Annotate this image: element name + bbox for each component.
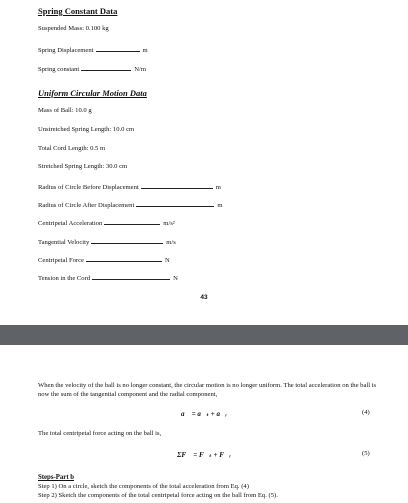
centripetal-accel-unit: m/s²	[163, 220, 175, 227]
centripetal-force-line	[38, 255, 170, 265]
spring-constant-blank[interactable]	[81, 64, 131, 71]
centripetal-force-unit: N	[164, 257, 170, 264]
centripetal-force-blank[interactable]	[86, 255, 162, 262]
tension-line	[38, 273, 178, 283]
step-1: Step 1) On a circle, sketch the components of the total acceleration from Eq. (4)	[38, 483, 249, 490]
spring-constant-heading: Spring Constant Data	[38, 6, 118, 16]
centripetal-force-label: Centripetal Force	[38, 257, 84, 264]
centripetal-accel-blank[interactable]	[104, 218, 160, 225]
tension-label: Tension in the Cord	[38, 275, 91, 282]
spring-displacement-label: Spring Displacement	[38, 47, 94, 54]
force-text: The total centripetal force acting on the ball is,	[38, 430, 162, 437]
radius-before-unit: m	[215, 184, 221, 191]
spring-displacement-blank[interactable]	[96, 45, 140, 52]
radius-before-line	[38, 182, 221, 192]
radius-after-blank[interactable]	[136, 200, 214, 207]
equation-5: ΣF⃗ = F⃗ₜ + F⃗ᵣ	[177, 451, 231, 459]
unstretched-length-line: Unstretched Spring Length: 10.0 cm	[38, 126, 135, 133]
radius-after-unit: m	[217, 202, 223, 209]
equation-4: a⃗ = a⃗ₜ + a⃗ᵣ	[181, 410, 227, 418]
document-page-44	[0, 345, 408, 503]
equation-4-number: (4)	[362, 409, 370, 416]
ucm-heading: Uniform Circular Motion Data	[38, 88, 147, 98]
radius-before-blank[interactable]	[141, 182, 213, 189]
steps-heading: Steps-Part b	[38, 474, 75, 481]
spring-constant-line	[38, 64, 146, 74]
tension-blank[interactable]	[92, 273, 170, 280]
tangential-velocity-line	[38, 237, 176, 247]
radius-before-label: Radius of Circle Before Displacement	[38, 184, 139, 191]
centripetal-accel-label: Centripetal Acceleration	[38, 220, 103, 227]
page-number: 43	[200, 294, 208, 301]
radius-after-line	[38, 200, 222, 210]
tangential-velocity-unit: m/s	[166, 239, 176, 246]
spring-displacement-unit: m	[142, 47, 148, 54]
step-2: Step 2) Sketch the components of the total centripetal force acting on the ball from Eq. (5).	[38, 492, 278, 499]
total-cord-length-line: Total Cord Length: 0.5 m	[38, 145, 106, 152]
tangential-velocity-blank[interactable]	[91, 237, 163, 244]
suspended-mass-line: Suspended Mass: 0.100 kg	[38, 25, 109, 32]
intro-paragraph: When the velocity of the ball is no longer constant, the circular motion is no longer uniform. The total acceleration on the ball is now the sum of the tangential component and the radial component,	[38, 382, 377, 398]
equation-5-number: (5)	[362, 450, 370, 457]
tension-unit: N	[173, 275, 178, 282]
stretched-length-line: Stretched Spring Length: 30.0 cm	[38, 163, 128, 170]
centripetal-accel-line	[38, 218, 175, 228]
spring-constant-label: Spring constant	[38, 66, 80, 73]
page-gap	[0, 325, 408, 345]
radius-after-label: Radius of Circle After Displacement	[38, 202, 135, 209]
mass-of-ball-line: Mass of Ball: 10.0 g	[38, 107, 92, 114]
spring-displacement-line	[38, 45, 148, 55]
spring-constant-unit: N/m	[134, 66, 146, 73]
tangential-velocity-label: Tangential Velocity	[38, 239, 90, 246]
